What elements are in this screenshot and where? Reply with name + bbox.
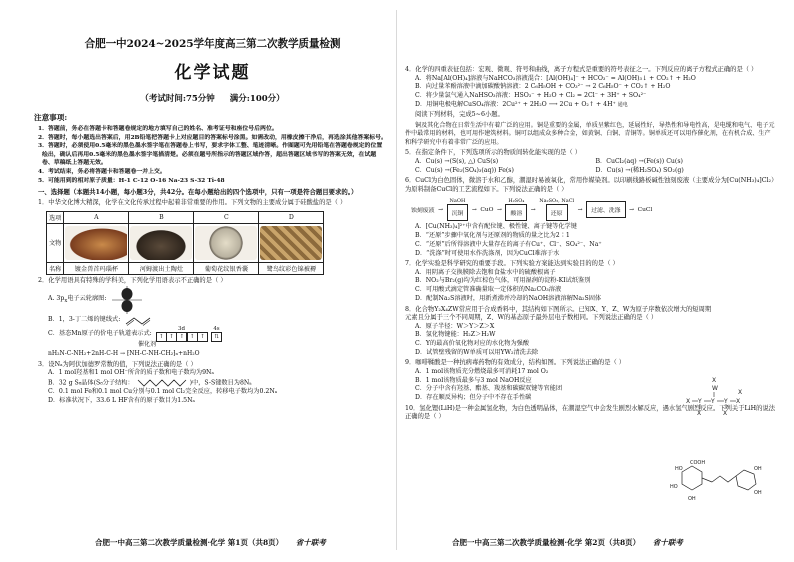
q2-option-b: B．1，3-丁二烯的键线式: (48, 316, 121, 324)
flow-step-filter: 过滤、洗涤 (586, 201, 625, 218)
q2-option-d (38, 341, 387, 358)
exam-score: 满分:100分） (229, 94, 285, 104)
q7-option-c: C．可用酸式滴定管准确量取一定体积的Na₂CO₃溶液 (415, 286, 562, 294)
svg-text:X: X (686, 398, 691, 405)
q9-caffeoylquinic-acid-structure (668, 458, 768, 510)
flow-cuo: CuO (480, 206, 494, 213)
q6-option-b: B．“还原”步骤中氧化剂与还原剂的物质的量之比为2∶1 (415, 232, 570, 240)
reading-intro: 阅读下列材料，完成5~6小题。 (415, 111, 504, 119)
question-3: 3．设Nₐ为阿伏加德罗常数的值，下列说法正确的是（ ） (38, 360, 197, 368)
flow-step-precipitate: 沉铜 (447, 204, 469, 221)
pottery-stove-photo (130, 226, 192, 260)
svg-text:OH: OH (754, 466, 762, 472)
svg-text:X: X (697, 410, 702, 417)
flow-reagent-na2so3: Na₂SO₃, NaCl (539, 198, 575, 205)
name-a: 镀金兽首玛瑙杯 (64, 262, 129, 274)
svg-text:W: W (712, 385, 718, 392)
note-4: 4．考试结束，务必将答题卡和答题卷一并上交。 (38, 167, 166, 175)
q6-option-c: C．“还原”后所得溶液中大量存在的离子有Cu⁺、Cl⁻、SO₄²⁻、Na⁺ (415, 240, 602, 248)
question-5: 5．在指定条件下，下列选项所示的物质间转化能实现的是（ ） (405, 149, 582, 157)
svg-text:X: X (738, 389, 743, 396)
name-b: 河姆渡出土陶灶 (129, 262, 194, 274)
footer-right-text: 合肥一中高三第二次教学质量检测·化学 第2页（共8页） (452, 538, 641, 547)
q9-option-a: A．1 mol该物质充分燃烧最多可消耗17 mol O₂ (415, 367, 549, 375)
butadiene-skeletal-formula (124, 316, 164, 326)
label-3d: 3d (178, 326, 186, 333)
q4-option-a: A．将Na[Al(OH)₄]溶液与NaHCO₃溶液混合：[Al(OH)₄]⁻ + HCO₃⁻ = Al(OH)₃↓ + CO₂↑ + H₂O (415, 74, 696, 82)
exam-meta (38, 92, 387, 104)
mn-4s-orbital-box: ⇅ (211, 332, 221, 342)
silver-sachet-photo (195, 226, 257, 260)
col-c: C (194, 211, 259, 223)
q6-option-d: D．“洗涤”时可使用水作洗涤剂，因为CuCl难溶于水 (415, 249, 560, 257)
mn-3d-orbital-boxes: ↑ ↑ ↑ ↑ ↑ (156, 332, 208, 342)
flow-product: CuCl (637, 206, 653, 213)
q8-structure-diagram (676, 376, 756, 420)
col-b: B (129, 211, 194, 223)
relic-table (46, 211, 324, 275)
svg-text:COOH: COOH (690, 460, 706, 466)
q4-condition: 通电 (617, 101, 628, 108)
col-d: D (259, 211, 324, 223)
q6-option-a: A．[Cu(NH₃)₄]²⁺中含有配位键、极性键、离子键等化学键 (415, 223, 577, 231)
svg-text:X: X (723, 410, 728, 417)
q8-option-b: B．氢化物键能：H₂Z＞H₂W (415, 331, 496, 339)
label-4s: 4s (213, 326, 220, 333)
q7-option-a: A．用阴离子交换膜除去饱和食盐水中的硫酸根离子 (415, 268, 556, 276)
q8-option-c: C．Y的最高价氧化物对应的水化物为强酸 (415, 339, 530, 347)
svg-text:OH: OH (688, 496, 696, 502)
svg-text:Y: Y (724, 398, 728, 405)
subject-title: 化学试题 (174, 63, 251, 83)
p-orbital-diagram (110, 285, 144, 315)
q2-option-c: C．基态Mn原子的价电子轨道表示式: (48, 329, 152, 337)
q9-option-b: B．1 mol该物质最多与3 mol NaOH反应 (415, 376, 532, 384)
s8-ring-structure (136, 378, 188, 388)
q3-option-c: C．0.1 mol Fe和0.1 mol Cu分别与0.1 mol Cl₂完全反应，转移电子数均为0.2Nₐ (48, 387, 278, 395)
row-label-option: 选项 (47, 211, 64, 223)
q9-option-c: C．分子中含有羟基、酯基、羧基和碳碳双键等官能团 (415, 385, 563, 393)
q7-option-d: D．配制Na₂S溶液时，用新煮沸并冷却的NaOH溶液溶解Na₂S固体 (415, 294, 602, 302)
section-1-heading: 一、选择题（本题共14小题，每小题3分，共42分。在每小题给出的四个选项中，只有一项是符合题目要求的。） (38, 188, 358, 197)
svg-text:X: X (712, 377, 717, 384)
footer-left-text: 合肥一中高三第二次教学质量检测·化学 第1页（共8页） (95, 538, 284, 547)
question-4: 4．化学的四重表征包括：宏观、微观、符号和曲线，离子方程式是重要的符号表征之一。下列反应的离子方程式正确的是（ ） (405, 66, 758, 73)
footer-left-stamp: 省十联考 (295, 538, 326, 547)
question-1: 1．中华文化博大精深，化学在文化传承过程中起着非常重要的作用。下列文物的主要成分属于硅酸盐的是（ ） (38, 199, 347, 207)
flow-step-reduce: 还原 (546, 204, 568, 221)
footer-left (95, 537, 326, 548)
q3-option-b: B．32 g S₈晶体(S₈分子结构： )中，S-S键数目为8Nₐ (48, 379, 252, 387)
svg-text:HO: HO (675, 466, 683, 472)
footer-right (452, 537, 683, 548)
q2-option-a: A. $3p_x$电子云轮廓图: (48, 294, 107, 304)
q4-option-b: B．向过量苯酚溶液中滴加碳酸钠溶液：2 C₆H₅OH + CO₃²⁻ → 2 C₆H₅O⁻ + CO₂↑ + H₂O (415, 83, 671, 91)
q9-option-d: D．存在顺反异构；但分子中不存在手性碳 (415, 393, 532, 401)
svg-text:OH: OH (754, 490, 762, 496)
svg-text:HO: HO (670, 484, 678, 490)
q8-option-a: A．原子半径：W＞Y＞Z＞X (415, 322, 495, 330)
note-5: 5．可能用到的相对原子质量：H-1 C-12 O-16 Na-23 S-32 Ti-48 (38, 176, 225, 184)
notes-heading: 注意事项: (34, 113, 68, 122)
q5-option-d: D．Cu(s) →(稀H₂SO₄) SO₂(g) (595, 166, 684, 174)
note-3: 3．答题时，必须使用0.5毫米的黑色墨水签字笔在答题卷上书写，要求字体工整、笔迹清晰。作图题可先用铅笔在答题卷规定的位置绘出，确认后再用0.5毫米的黑色墨水签字笔描清楚。必须在题号所指示的答题区域作答，超出答题区域书写的答案无效，在试题卷、草稿纸上答题无效。 (38, 142, 383, 167)
row-label-name: 名称 (47, 262, 64, 274)
flow-reagent-h2so4: H₂SO₄ (508, 198, 525, 205)
q3-option-d: D．标准状况下，33.6 L HF含有的原子数目为1.5Nₐ (48, 396, 195, 404)
question-7: 7．化学实验是科学研究的重要手段。下列实验方案能达到实验目的的是（ ） (405, 260, 619, 268)
footer-right-stamp: 省十联考 (652, 538, 683, 547)
svg-text:Y: Y (711, 398, 715, 405)
q5-option-a: A．Cu(s) →(S(s), △) CuS(s) (415, 157, 499, 165)
reading-text: 铜及其化合物在日常生活中有着广泛的应用。铜是重要的金属，单质呈紫红色，延展性好，导热性和导电性高，是电缆和电气、电子元件中最常用的材料，也可用作建筑材料。铜可以组成众多种合金，如黄铜、白铜、青铜等。铜单质还可以用作催化剂，在有机合成、生产和科学研究中有着非常广泛的应用。 (405, 121, 775, 146)
q4-option-c: C．将少量氯气通入NaHSO₃溶液：HSO₃⁻ + H₂O + Cl₂ = 2Cl⁻ + 3H⁺ + SO₄²⁻ (415, 91, 647, 99)
question-6: 6．CuCl为白色固体，微溶于水和乙醇，潮湿时易被氧化，常用作媒染剂。以印刷线路板碱性蚀刻废液（主要成分为[Cu(NH₃)₄]Cl₂）为原料制备CuCl的工艺流程如下。下列说法正确的是（ ） (405, 177, 775, 193)
q5-option-b: B．CuCl₂(aq) →(Fe(s)) Cu(s) (595, 157, 683, 165)
exam-time: （考试时间:75分钟 (140, 94, 215, 104)
question-10: 10．氢化锂(LiH)是一种金属氢化物，为白色透明晶体，在潮湿空气中会发生剧烈水解反应，遇水氢气剧烈反应。下列关于LiH的说法正确的是（ ） (405, 404, 776, 421)
question-8: 8．化合物Y₂X₄ZW常应用于合成香料中，其结构如下图所示。已知X、Y、Z、W为原子序数依次增大的短周期元素且分属于三个不同周期，Z、W的基态原子最外层电子数相同。下列说法正确的是（ ） (405, 305, 712, 322)
flow-step-dissolve: 酸溶 (505, 204, 527, 221)
question-2: 2．化学用语具有特殊的学科美，下列化学用语表示不正确的是（ ） (38, 276, 227, 284)
q5-option-c: C．Cu(s) →(Fe₂(SO₄)₃(aq)) Fe(s) (415, 166, 514, 174)
name-c: 葡萄花纹银香囊 (194, 262, 259, 274)
q2-catalyst: 催化剂 (138, 341, 157, 349)
row-label-relic: 文物 (47, 223, 64, 262)
note-1: 1．答题前，务必在答题卡和答题卷规定的地方填写自己的姓名、准考证号和座位号后两位。 (38, 125, 278, 132)
q8-option-d: D．试管壁残留的W单质可以用YW₂清洗去除 (415, 348, 539, 356)
note-2: 2．答题时，每小题选出答案后，用2B铅笔把答题卡上对应题目的答案标号涂黑。如需改动，用橡皮擦干净后，再选涂其他答案标号。 (38, 133, 387, 141)
flow-feed: 蚀刻废液 (411, 208, 435, 215)
agate-cup-photo (65, 226, 127, 260)
question-9: 9．咖啡鞣酸是一种抗病毒药物的有效成分，结构如图。下列说法正确的是（ ） (405, 359, 626, 367)
q7-option-b: B．NO₂与Br₂(g)均为红棕色气体，可用湿润的淀粉-KI试纸鉴别 (415, 277, 591, 285)
q3-option-a: A．1 mol羟基和1 mol OH⁻所含的质子数和电子数均为9Nₐ (48, 369, 214, 377)
svg-text:Y: Y (698, 398, 702, 405)
q2-equation: nH₂N-C-NH₂+2nH-C-H → ⁅NH-C-NH-CH₂⁆ₙ+nH₂O (48, 349, 200, 357)
brocade-quilt-photo (260, 226, 322, 260)
name-d: 鹭鸟纹彩色锦被褥 (259, 262, 324, 274)
flow-reagent-naoh: NaOH (449, 198, 466, 205)
col-a: A (64, 211, 129, 223)
process-flow: 蚀刻废液 → NaOH 沉铜 → CuO → H₂SO₄ 酸溶 → Na₂SO₃, NaCl 还原 → 过滤、洗涤 → CuCl (411, 198, 776, 221)
q4-option-d: D．用铜电极电解CuSO₄溶液：2Cu²⁺ + 2H₂O ⟶ 2Cu + O₂↑ + 4H⁺ 通电 (415, 100, 628, 108)
exam-title: 合肥一中2024~2025学年度高三第二次教学质量检测 (84, 38, 341, 50)
svg-text:X: X (736, 398, 741, 405)
